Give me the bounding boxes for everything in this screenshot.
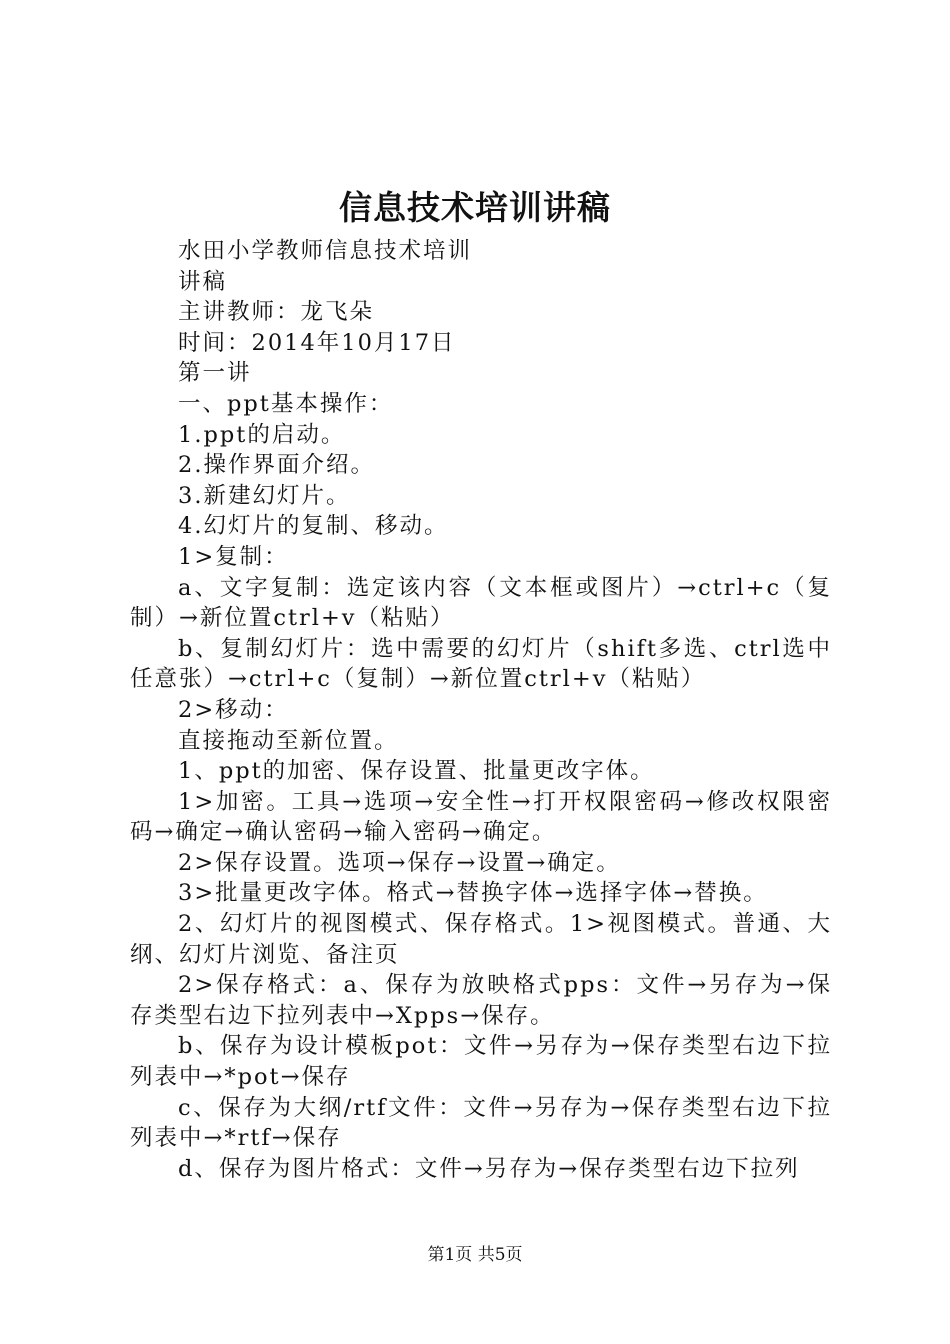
document-title: 信息技术培训讲稿 bbox=[339, 188, 611, 227]
paragraph: 1、ppt的加密、保存设置、批量更改字体。 bbox=[178, 758, 655, 785]
paragraph: 2>保存格式：a、保存为放映格式pps：文件→另存为→保存类型右边下拉列表中→Xpps→保存。 bbox=[130, 972, 832, 1029]
paragraph: c、保存为大纲/rtf文件：文件→另存为→保存类型右边下拉列表中→*rtf→保存 bbox=[130, 1094, 832, 1152]
paragraph: a、文字复制：选定该内容（文本框或图片）→ctrl+c（复制）→新位置ctrl+v（粘贴） bbox=[130, 574, 832, 632]
paragraph: 时间：2014年10月17日 bbox=[178, 329, 456, 356]
paragraph: 水田小学教师信息技术培训 bbox=[178, 238, 473, 264]
paragraph: b、复制幻灯片：选中需要的幻灯片（shift多选、ctrl选中任意张）→ctrl+c（复制）→新位置ctrl+v（粘贴） bbox=[130, 635, 832, 693]
paragraph: 3>批量更改字体。格式→替换字体→选择字体→替换。 bbox=[178, 880, 768, 907]
paragraph: 讲稿 bbox=[178, 268, 228, 295]
paragraph: b、保存为设计模板pot：文件→另存为→保存类型右边下拉列表中→*pot→保存 bbox=[130, 1033, 832, 1091]
paragraph: 2.操作界面介绍。 bbox=[178, 452, 375, 479]
paragraph: 3.新建幻灯片。 bbox=[178, 482, 351, 509]
paragraph: 2、幻灯片的视图模式、保存格式。1>视图模式。普通、大纲、幻灯片浏览、备注页 bbox=[130, 911, 832, 968]
document-body bbox=[130, 236, 832, 1184]
paragraph: 2>移动： bbox=[178, 696, 289, 723]
paragraph: 1>加密。工具→选项→安全性→打开权限密码→修改权限密码→确定→确认密码→输入密码→确定。 bbox=[130, 788, 832, 846]
paragraph: 1.ppt的启动。 bbox=[178, 421, 346, 448]
paragraph: 一、ppt基本操作： bbox=[178, 390, 394, 417]
paragraph: 直接拖动至新位置。 bbox=[178, 727, 399, 754]
paragraph: d、保存为图片格式：文件→另存为→保存类型右边下拉列 bbox=[178, 1155, 800, 1182]
paragraph: 1>复制： bbox=[178, 543, 289, 570]
paragraph: 4.幻灯片的复制、移动。 bbox=[178, 513, 449, 540]
paragraph: 2>保存设置。选项→保存→设置→确定。 bbox=[178, 849, 621, 876]
paragraph: 第一讲 bbox=[178, 360, 252, 387]
page-number-footer: 第1页 共5页 bbox=[427, 1245, 523, 1265]
paragraph: 主讲教师：龙飞朵 bbox=[178, 299, 375, 326]
